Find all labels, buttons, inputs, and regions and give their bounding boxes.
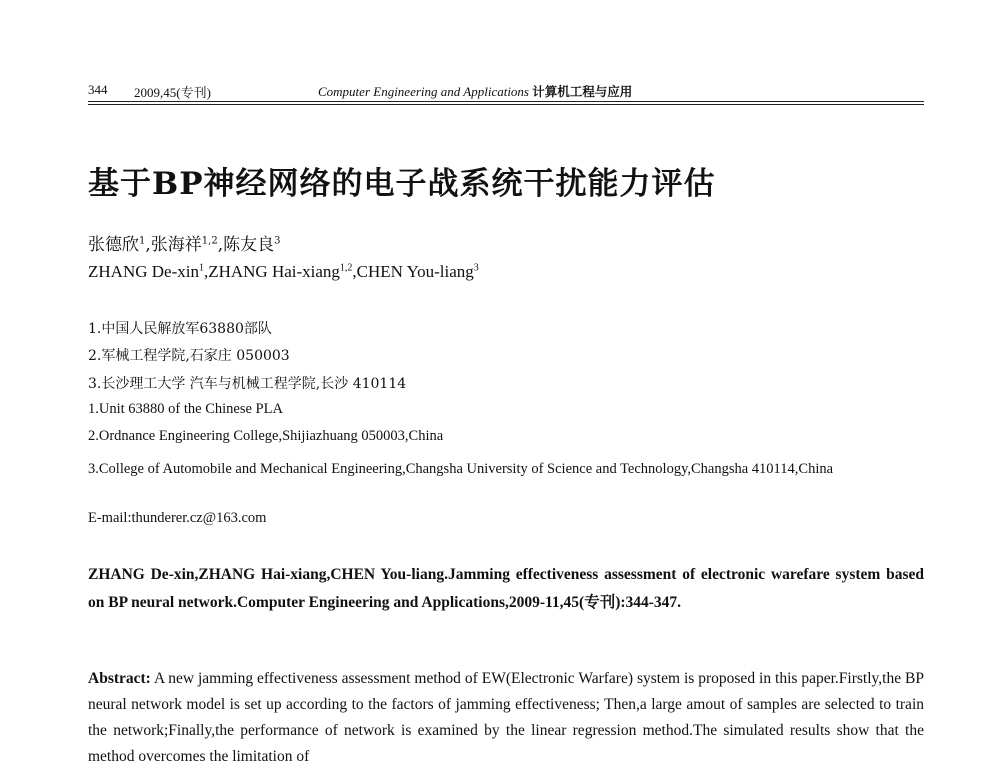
author-3-en-affil: 3 [473,262,479,274]
email: E-mail:thunderer.cz@163.com [88,510,267,526]
author-1-en-affil: 1 [198,262,204,274]
author-2-cn: 张海祥 [150,235,202,255]
author-1-cn: 张德欣 [88,235,139,255]
authors-english: ZHANG De-xin$^1$,ZHANG Hai-xiang$^{1,2}$,CHEN You-liang$^3$ [88,262,479,281]
author-3-en: CHEN You-liang [356,262,474,281]
author-1-en: ZHANG De-xin [88,262,199,281]
paper-title: 基于BP神经网络的电子战系统干扰能力评估 [88,166,716,202]
author-2-en-affil: 1,2 [339,262,353,274]
affiliation-en-3: 3.College of Automobile and Mechanical Engineering,Changsha University of Science and Technology,Changsha 410114,China [88,461,834,477]
affiliation-cn-1: 1.中国人民解放军63880部队 [88,321,272,337]
journal-name-en: Computer Engineering and Applications [318,84,529,99]
citation-reference: ZHANG De-xin,ZHANG Hai-xiang,CHEN You-liang.Jamming effectiveness assessment of electronic warefare system based on BP neural network.Computer Engineering and Applications,2009-11,45(专刊):344-347. [88,566,924,611]
abstract-label: Abstract: [88,670,151,687]
journal-name-cn: 计算机工程与应用 [532,84,633,99]
affiliation-cn-2: 2.军械工程学院,石家庄 050003 [88,348,290,364]
affiliation-cn-3: 3.长沙理工大学 汽车与机械工程学院,长沙 410114 [88,376,407,392]
journal-name [318,82,632,100]
header-rule-bottom [88,104,924,105]
affiliation-en-2: 2.Ordnance Engineering College,Shijiazhuang 050003,China [88,428,444,444]
issue-info: 2009,45(专刊) [134,85,211,100]
page-number: 344 [88,82,108,97]
abstract-text: A new jamming effectiveness assessment method of EW(Electronic Warfare) system is proposed in this paper.Firstly,the BP neural network model is set up according to the factors of jamming effectiveness; Then,a large amout of samples are selected to train the network;Finally,the performance of network is examined by the linear regression method.The simulated results show that the method overcomes the limitation of [88,670,924,765]
author-2-en: ZHANG Hai-xiang [208,262,340,281]
authors-chinese: 张德欣$^1$,张海祥$^{1,2}$,陈友良$^3$ [88,235,281,255]
author-3-cn: 陈友良 [223,235,275,255]
author-3-cn-affil: 3 [274,235,281,247]
affiliation-en-1: 1.Unit 63880 of the Chinese PLA [88,401,283,417]
abstract [88,666,924,770]
author-1-cn-affil: 1 [139,235,146,247]
header-rule-top [88,101,924,102]
author-2-cn-affil: 1,2 [201,235,218,247]
